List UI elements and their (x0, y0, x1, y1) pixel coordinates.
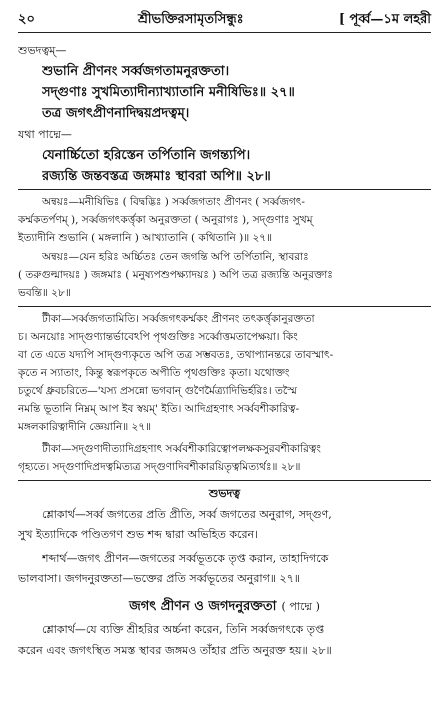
subheading-title: জগৎ প্রীণন ও জগদনুরক্ততা (129, 599, 277, 614)
section-label: [ পূর্ব্ব—১ম লহরী (338, 12, 431, 27)
shabdartha-line: শব্দার্থ—জগৎ প্রীণন—জগতের সর্ব্বভূতকে তৃপ্ত করান, তাহাদিগকে (42, 552, 329, 565)
intro-label: শুভদত্বম্— (18, 44, 67, 57)
anvaya-line: ভবন্তি॥ ২৮॥ (18, 287, 71, 299)
anvaya-line: ( তরুগুল্মাদয়ঃ ) জঙ্গমাঃ ( মনুষ্যপশুপক্ষ্যাদয়ঃ ) অপি তত্র রজ্যন্তি অনুরক্তাঃ (18, 269, 333, 281)
verse-line: শুভানি প্রীণনং সর্ব্বজগতামনুরক্ততা। (42, 64, 230, 79)
verse-line: সদ্‌গুণাঃ সুখমিত্যাদীন্যাখ্যাতানি মনীষিভিঃ॥ ২৭॥ (42, 85, 295, 100)
tika-line: চ। অনয়োঃ সাদ্‌গুণ্যান্তর্ভাবেঽপি পৃথগুক্তিঃ সর্ব্বোত্তমতাপেক্ষয়া। কিং (18, 331, 298, 343)
tika-line: কৃতে ন স্যাতাং, কিন্তু স্বরূপকৃতে অপীতি পৃথগুক্তিঃ কৃতা। যথোক্তং (18, 367, 290, 379)
section-heading: শুভদত্ব (208, 487, 241, 500)
tika-line: চতুর্থে ধ্রুবচরিতে—'যস্য প্রসন্নো ভগবান্ গুণৈর্মৈত্র্যাদিভির্হরিঃ। তস্মৈ (18, 385, 297, 397)
anvaya-line: কর্ম্মকতর্পণম্ ), সর্ব্বজগৎকর্ত্তৃকা অনুরক্ততা ( অনুরাগঃ ), সদ্‌গুণাঃ সুখম্ (18, 214, 313, 226)
subheading-source: ( পাদ্মে ) (281, 600, 320, 613)
shlokartha-line: করেন এবং জগৎস্থিত সমস্ত স্থাবর জঙ্গমও তাঁহার প্রতি অনুরক্ত হয়॥ ২৮॥ (18, 644, 332, 657)
anvaya-line: ইত্যাদীনি শুভানি ( মঙ্গলানি ) আখ্যাতানি ( কথিতানি )॥ ২৭॥ (18, 232, 273, 244)
subheading (18, 595, 431, 618)
running-header (18, 10, 431, 32)
anvaya-line: অন্বয়ঃ—যেন হরিঃ অর্চ্চিতঃ তেন জগন্তি অপি তর্পিতানি, স্থাবরাঃ (42, 251, 309, 263)
verse-line: রজ্যন্তি জন্তবস্তত্র জঙ্গমাঃ স্থাবরা অপি॥ ২৮॥ (42, 169, 271, 184)
page-number: ২০ (18, 12, 35, 27)
verse-line: যেনার্চ্চিতো হরিস্তেন তর্পিতানি জগন্ত্যপি। (42, 148, 251, 163)
tika-line: নমন্তি ভূতানি নিম্নম্ আপ ইব স্বয়ম্' ইতি। আদিগ্রহণাৎ সর্ব্ববশীকারিত্ব- (18, 403, 300, 415)
shlokartha-line: শ্লোকার্থ—যে ব্যক্তি শ্রীহরির অর্চ্চনা করেন, তিনি সর্ব্বজগৎকে তৃপ্ত (42, 623, 325, 636)
header-rule (18, 32, 431, 33)
tika-line: বা তে এতে যদ্যপি সাদ্‌গুণ্যকৃতে অপি তত্র সম্ভবতঃ, তথাপ্যানন্তরে তাবস্মাৎ- (18, 349, 334, 361)
verse-line: তত্র জগৎপ্রীণনাদিদ্বয়প্রদত্বম্। (42, 106, 190, 121)
section-rule (18, 306, 431, 307)
book-title: শ্রীভক্তিরসামৃতসিন্ধুঃ (138, 12, 244, 27)
tika-line: টীকা—সর্ব্বজগতামিতি। সর্ব্বজগৎকর্ম্মকং প্রীণনং তৎকর্ত্তৃকানুরক্ততা (42, 313, 315, 325)
anvaya-line: অন্বয়ঃ—মনীষিভিঃ ( বিদ্বদ্ভিঃ ) সর্ব্বজগতাং প্রীণনং ( সর্ব্বজগৎ- (42, 196, 305, 208)
shlokartha-line: সুখ ইত্যাদিকে পণ্ডিতগণ শুভ শব্দ দ্বারা অভিহিত করেন। (18, 528, 259, 541)
section-rule (18, 480, 431, 481)
shabdartha-line: ভালবাসা। জগদনুরক্ততা—ভক্তের প্রতি সর্ব্বভূতের অনুরাগ॥ ২৭॥ (18, 572, 301, 585)
section-rule (18, 189, 431, 190)
tika-line: টীকা—সদ্‌গুণাদীত্যাদিগ্রহণাৎ সর্ব্ববশীকারিত্বোপলক্ষকসুরবশীকারিত্বং (42, 443, 321, 455)
tika-line: মঙ্গলকারিত্বাদীনি জ্ঞেয়ানি॥ ২৭॥ (18, 421, 152, 433)
tika-line: গৃহ্যতে। সদ্‌গুণাদিপ্রদত্বমিত্যত্র সদ্‌গুণাদিবশীকারয়িতৃত্বমিত্যর্থঃ॥ ২৮॥ (18, 461, 301, 473)
shlokartha-line: শ্লোকার্থ—সর্ব্ব জগতের প্রতি প্রীতি, সর্ব্ব জগতের অনুরাগ, সদ্‌গুণ, (42, 508, 332, 521)
source-label: যথা পাদ্মে— (18, 128, 72, 141)
